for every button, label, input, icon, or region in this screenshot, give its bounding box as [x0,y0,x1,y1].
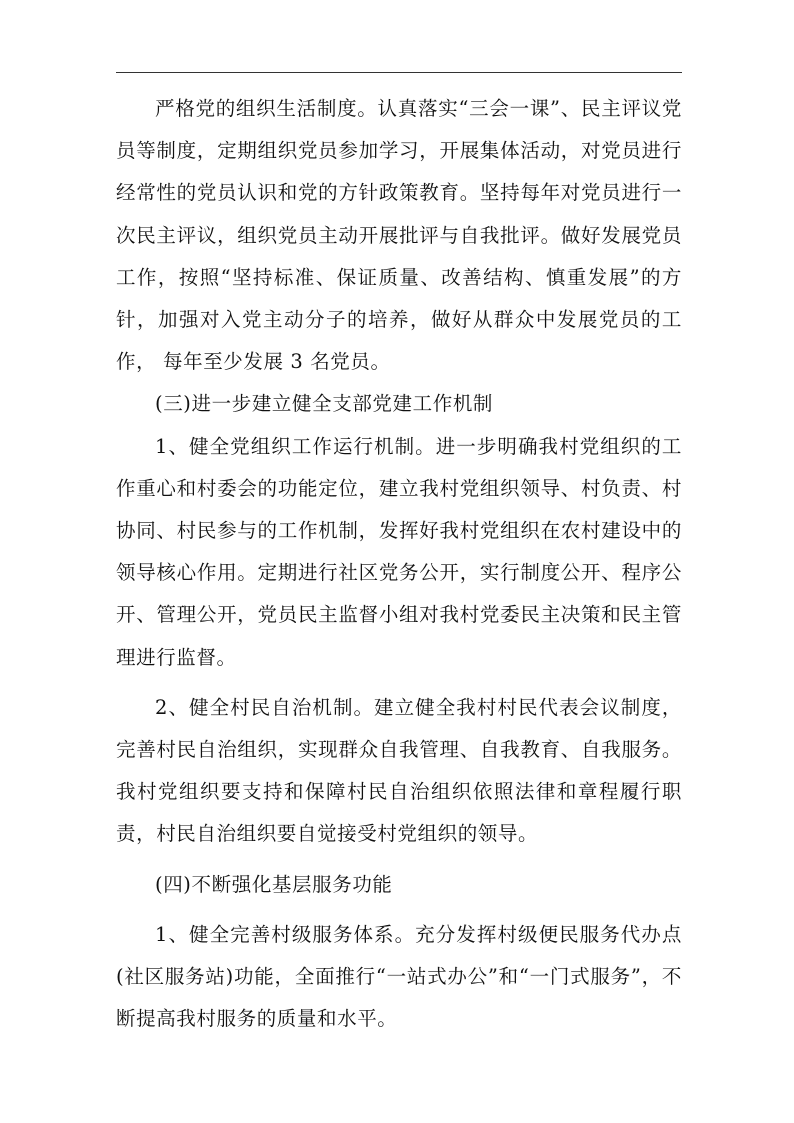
paragraph-organization-life: 严格党的组织生活制度。认真落实“三会一课”、民主评议党员等制度，定期组织党员参加学习，开展集体活动，对党员进行经常性的党员认识和党的方针政策教育。坚持每年对党员进行一次民主评议，组织党员主动开展批评与自我批评。做好发展党员工作，按照“坚持标准、保证质量、改善结构、慎重发展”的方针，加强对入党主动分子的培养，做好从群众中发展党员的工作， 每年至少发展 3 名党员。 [116,97,682,374]
paragraph-service-system: 1、健全完善村级服务体系。充分发挥村级便民服务代办点(社区服务站)功能，全面推行“一站式办公”和“一门式服务”，不断提高我村服务的质量和水平。 [116,922,682,1031]
header-rule [116,72,682,73]
section-heading-3: (三)进一步建立健全支部党建工作机制 [155,392,494,416]
document-body [116,88,682,1040]
paragraph-villager-autonomy: 2、健全村民自治机制。建立健全我村村民代表会议制度，完善村民自治组织，实现群众自我管理、自我教育、自我服务。我村党组织要支持和保障村民自治组织依照法律和章程履行职责，村民自治组织要自觉接受村党组织的领导。 [116,695,682,846]
section-heading-4: (四)不断强化基层服务功能 [155,872,393,896]
paragraph-operation-mechanism: 1、健全党组织工作运行机制。进一步明确我村党组织的工作重心和村委会的功能定位，建立我村党组织领导、村负责、村协同、村民参与的工作机制，发挥好我村党组织在农村建设中的领导核心作用。定期进行社区党务公开，实行制度公开、程序公开、管理公开，党员民主监督小组对我村党委民主决策和民主管理进行监督。 [116,434,682,669]
